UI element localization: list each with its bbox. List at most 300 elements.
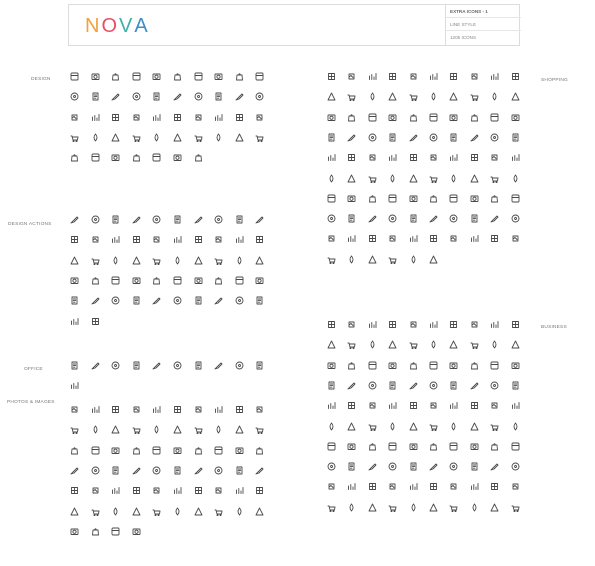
shopping-icon xyxy=(368,255,377,264)
business-icon xyxy=(470,320,479,329)
shopping-icon xyxy=(429,72,438,81)
business-icon xyxy=(347,482,356,491)
business-icon xyxy=(327,381,336,390)
photos-icon xyxy=(194,425,203,434)
business-icon xyxy=(449,442,458,451)
shopping-icon xyxy=(388,234,397,243)
shopping-icon xyxy=(511,194,520,203)
shopping-icon xyxy=(409,113,418,122)
design-actions-icon xyxy=(132,215,141,224)
shopping-icon xyxy=(409,174,418,183)
business-icon xyxy=(327,503,336,512)
shopping-icon xyxy=(429,133,438,142)
business-icon xyxy=(429,340,438,349)
business-icon xyxy=(327,340,336,349)
category-label-office: OFFICE xyxy=(24,367,43,372)
business-icon xyxy=(511,462,520,471)
design-actions-icon xyxy=(70,235,79,244)
shopping-icon xyxy=(347,255,356,264)
business-icon xyxy=(511,503,520,512)
business-icon xyxy=(470,401,479,410)
business-icon xyxy=(327,422,336,431)
category-label-photos: PHOTOS & IMAGES xyxy=(7,400,55,405)
design-actions-icon xyxy=(173,296,182,305)
design-actions-icon xyxy=(70,296,79,305)
shopping-icon xyxy=(409,72,418,81)
photos-icon xyxy=(235,446,244,455)
design-actions-icon xyxy=(255,235,264,244)
business-icon xyxy=(449,381,458,390)
photos-icon xyxy=(91,446,100,455)
shopping-icon xyxy=(470,153,479,162)
design-icon xyxy=(111,113,120,122)
business-icon xyxy=(511,442,520,451)
shopping-icon xyxy=(368,153,377,162)
photos-icon xyxy=(132,527,141,536)
business-icon xyxy=(347,442,356,451)
photos-icon xyxy=(132,425,141,434)
meta-count: 1205 ICONS xyxy=(450,35,477,40)
business-icon xyxy=(409,340,418,349)
office-icon xyxy=(111,361,120,370)
shopping-icon xyxy=(409,153,418,162)
design-icon xyxy=(70,133,79,142)
photos-icon xyxy=(152,425,161,434)
business-icon xyxy=(470,422,479,431)
shopping-icon xyxy=(449,133,458,142)
design-actions-icon xyxy=(235,256,244,265)
shopping-icon xyxy=(388,92,397,101)
business-icon xyxy=(449,462,458,471)
business-icon xyxy=(347,422,356,431)
photos-icon xyxy=(255,405,264,414)
design-icon xyxy=(194,72,203,81)
shopping-icon xyxy=(347,153,356,162)
design-actions-icon xyxy=(91,256,100,265)
business-icon xyxy=(388,381,397,390)
shopping-icon xyxy=(347,174,356,183)
design-icon xyxy=(70,153,79,162)
design-icon xyxy=(173,92,182,101)
business-icon xyxy=(388,422,397,431)
shopping-icon xyxy=(490,133,499,142)
design-actions-icon xyxy=(235,276,244,285)
logo-letter-a: A xyxy=(134,15,149,37)
logo-letter-v: V xyxy=(119,15,134,37)
business-icon xyxy=(490,422,499,431)
office-icon xyxy=(91,361,100,370)
design-icon xyxy=(152,72,161,81)
design-actions-icon xyxy=(173,256,182,265)
business-icon xyxy=(327,442,336,451)
business-icon xyxy=(429,361,438,370)
photos-icon xyxy=(214,507,223,516)
design-actions-icon xyxy=(70,276,79,285)
shopping-icon xyxy=(327,174,336,183)
design-icon xyxy=(214,113,223,122)
shopping-icon xyxy=(388,174,397,183)
business-icon xyxy=(388,442,397,451)
design-icon xyxy=(194,133,203,142)
business-icon xyxy=(490,442,499,451)
photos-icon xyxy=(70,527,79,536)
shopping-icon xyxy=(511,72,520,81)
shopping-icon xyxy=(490,194,499,203)
business-icon xyxy=(490,320,499,329)
photos-icon xyxy=(235,466,244,475)
business-icon xyxy=(368,361,377,370)
photos-icon xyxy=(91,425,100,434)
meta-info xyxy=(445,5,521,45)
design-icon xyxy=(152,153,161,162)
business-icon xyxy=(409,422,418,431)
design-icon xyxy=(235,113,244,122)
business-icon xyxy=(511,482,520,491)
design-actions-icon xyxy=(152,235,161,244)
design-actions-icon xyxy=(111,215,120,224)
shopping-icon xyxy=(347,133,356,142)
shopping-icon xyxy=(409,214,418,223)
shopping-icon xyxy=(347,113,356,122)
shopping-icon xyxy=(449,174,458,183)
shopping-icon xyxy=(327,234,336,243)
design-icon xyxy=(235,72,244,81)
shopping-icon xyxy=(368,214,377,223)
business-icon xyxy=(388,503,397,512)
business-icon xyxy=(511,401,520,410)
photos-icon xyxy=(255,466,264,475)
shopping-icon xyxy=(511,92,520,101)
design-icon xyxy=(70,92,79,101)
photos-icon xyxy=(152,486,161,495)
business-icon xyxy=(409,503,418,512)
photos-icon xyxy=(214,405,223,414)
design-icon xyxy=(70,113,79,122)
design-actions-icon xyxy=(194,235,203,244)
shopping-icon xyxy=(449,113,458,122)
photos-icon xyxy=(70,425,79,434)
design-actions-icon xyxy=(111,256,120,265)
design-actions-icon xyxy=(132,276,141,285)
design-icon xyxy=(132,153,141,162)
shopping-icon xyxy=(368,72,377,81)
design-icon xyxy=(194,113,203,122)
business-icon xyxy=(470,462,479,471)
shopping-icon xyxy=(490,72,499,81)
business-icon xyxy=(327,401,336,410)
business-icon xyxy=(347,401,356,410)
design-actions-icon xyxy=(194,215,203,224)
business-icon xyxy=(449,320,458,329)
shopping-icon xyxy=(429,92,438,101)
business-icon xyxy=(347,340,356,349)
business-icon xyxy=(347,320,356,329)
shopping-icon xyxy=(449,72,458,81)
shopping-icon xyxy=(490,92,499,101)
design-icon xyxy=(91,133,100,142)
design-actions-icon xyxy=(152,276,161,285)
shopping-icon xyxy=(409,234,418,243)
shopping-icon xyxy=(470,214,479,223)
photos-icon xyxy=(214,446,223,455)
photos-icon xyxy=(91,466,100,475)
photos-icon xyxy=(111,466,120,475)
photos-icon xyxy=(132,405,141,414)
shopping-icon xyxy=(449,153,458,162)
business-icon xyxy=(449,361,458,370)
photos-icon xyxy=(91,405,100,414)
design-icon xyxy=(214,133,223,142)
shopping-icon xyxy=(449,234,458,243)
design-actions-icon xyxy=(132,235,141,244)
nova-logo xyxy=(85,16,149,36)
photos-icon xyxy=(214,466,223,475)
design-icon xyxy=(70,72,79,81)
business-icon xyxy=(368,462,377,471)
shopping-icon xyxy=(511,153,520,162)
design-actions-icon xyxy=(173,276,182,285)
photos-icon xyxy=(255,425,264,434)
shopping-icon xyxy=(327,133,336,142)
meta-title: EXTRA ICONS - 1 xyxy=(446,5,521,18)
shopping-icon xyxy=(429,255,438,264)
office-icon xyxy=(194,361,203,370)
shopping-icon xyxy=(470,92,479,101)
business-icon xyxy=(409,442,418,451)
photos-icon xyxy=(152,446,161,455)
category-label-business: BUSINESS xyxy=(541,325,567,330)
photos-icon xyxy=(194,507,203,516)
shopping-icon xyxy=(490,153,499,162)
business-icon xyxy=(347,381,356,390)
photos-icon xyxy=(70,446,79,455)
shopping-icon xyxy=(429,153,438,162)
business-icon xyxy=(429,503,438,512)
photos-icon xyxy=(235,507,244,516)
shopping-icon xyxy=(388,214,397,223)
design-icon xyxy=(91,72,100,81)
photos-icon xyxy=(194,486,203,495)
business-icon xyxy=(429,320,438,329)
shopping-icon xyxy=(327,255,336,264)
shopping-icon xyxy=(511,174,520,183)
business-icon xyxy=(490,381,499,390)
photos-icon xyxy=(235,405,244,414)
design-icon xyxy=(214,72,223,81)
business-icon xyxy=(368,340,377,349)
business-icon xyxy=(409,401,418,410)
business-icon xyxy=(409,361,418,370)
photos-icon xyxy=(70,507,79,516)
design-actions-icon xyxy=(70,317,79,326)
business-icon xyxy=(470,442,479,451)
shopping-icon xyxy=(490,234,499,243)
business-icon xyxy=(347,503,356,512)
business-icon xyxy=(429,401,438,410)
shopping-icon xyxy=(409,194,418,203)
business-icon xyxy=(490,361,499,370)
business-icon xyxy=(388,361,397,370)
photos-icon xyxy=(214,425,223,434)
photos-icon xyxy=(173,507,182,516)
business-icon xyxy=(429,381,438,390)
design-actions-icon xyxy=(91,215,100,224)
business-icon xyxy=(388,462,397,471)
design-actions-icon xyxy=(91,317,100,326)
design-icon xyxy=(235,92,244,101)
photos-icon xyxy=(132,486,141,495)
design-actions-icon xyxy=(111,235,120,244)
photos-icon xyxy=(235,486,244,495)
design-icon xyxy=(173,72,182,81)
photos-icon xyxy=(173,486,182,495)
design-actions-icon xyxy=(255,296,264,305)
business-icon xyxy=(368,320,377,329)
office-icon xyxy=(235,361,244,370)
design-actions-icon xyxy=(111,276,120,285)
category-label-design-actions: DESIGN ACTIONS xyxy=(8,222,52,227)
shopping-icon xyxy=(470,113,479,122)
shopping-icon xyxy=(470,194,479,203)
shopping-icon xyxy=(368,234,377,243)
business-icon xyxy=(470,482,479,491)
business-icon xyxy=(511,320,520,329)
shopping-icon xyxy=(327,113,336,122)
office-icon xyxy=(70,361,79,370)
design-icon xyxy=(255,92,264,101)
shopping-icon xyxy=(347,92,356,101)
business-icon xyxy=(409,381,418,390)
business-icon xyxy=(429,422,438,431)
shopping-icon xyxy=(368,174,377,183)
business-icon xyxy=(470,340,479,349)
design-actions-icon xyxy=(70,215,79,224)
design-icon xyxy=(255,113,264,122)
design-icon xyxy=(173,133,182,142)
shopping-icon xyxy=(490,174,499,183)
shopping-icon xyxy=(429,214,438,223)
business-icon xyxy=(327,320,336,329)
office-icon xyxy=(70,381,79,390)
design-icon xyxy=(111,92,120,101)
shopping-icon xyxy=(490,214,499,223)
business-icon xyxy=(388,340,397,349)
photos-icon xyxy=(173,405,182,414)
business-icon xyxy=(490,482,499,491)
business-icon xyxy=(470,361,479,370)
shopping-icon xyxy=(429,113,438,122)
shopping-icon xyxy=(388,72,397,81)
shopping-icon xyxy=(327,153,336,162)
design-actions-icon xyxy=(91,296,100,305)
design-actions-icon xyxy=(111,296,120,305)
photos-icon xyxy=(132,507,141,516)
design-icon xyxy=(173,113,182,122)
meta-style: LINE STYLE xyxy=(446,18,521,31)
shopping-icon xyxy=(429,194,438,203)
design-icon xyxy=(152,113,161,122)
shopping-icon xyxy=(327,72,336,81)
design-actions-icon xyxy=(214,215,223,224)
category-label-shopping: SHOPPING xyxy=(541,78,568,83)
shopping-icon xyxy=(470,234,479,243)
design-icon xyxy=(111,133,120,142)
office-icon xyxy=(255,361,264,370)
business-icon xyxy=(327,361,336,370)
design-icon xyxy=(132,113,141,122)
shopping-icon xyxy=(511,133,520,142)
office-icon xyxy=(132,361,141,370)
shopping-icon xyxy=(368,133,377,142)
shopping-icon xyxy=(347,214,356,223)
shopping-icon xyxy=(388,153,397,162)
shopping-icon xyxy=(490,113,499,122)
photos-icon xyxy=(111,507,120,516)
design-icon xyxy=(214,92,223,101)
shopping-icon xyxy=(449,194,458,203)
shopping-icon xyxy=(429,174,438,183)
business-icon xyxy=(388,320,397,329)
design-actions-icon xyxy=(255,256,264,265)
design-icon xyxy=(132,72,141,81)
photos-icon xyxy=(152,405,161,414)
photos-icon xyxy=(111,527,120,536)
design-icon xyxy=(152,92,161,101)
business-icon xyxy=(490,462,499,471)
photos-icon xyxy=(194,446,203,455)
shopping-icon xyxy=(470,72,479,81)
business-icon xyxy=(368,482,377,491)
header-panel xyxy=(68,4,520,46)
photos-icon xyxy=(91,507,100,516)
business-icon xyxy=(449,340,458,349)
business-icon xyxy=(347,361,356,370)
design-icon xyxy=(194,153,203,162)
shopping-icon xyxy=(511,113,520,122)
business-icon xyxy=(470,381,479,390)
business-icon xyxy=(429,462,438,471)
design-actions-icon xyxy=(255,215,264,224)
shopping-icon xyxy=(327,92,336,101)
design-icon xyxy=(132,133,141,142)
photos-icon xyxy=(152,466,161,475)
photos-icon xyxy=(255,486,264,495)
shopping-icon xyxy=(347,194,356,203)
office-icon xyxy=(152,361,161,370)
office-icon xyxy=(173,361,182,370)
design-icon xyxy=(132,92,141,101)
design-actions-icon xyxy=(235,235,244,244)
design-icon xyxy=(235,133,244,142)
design-actions-icon xyxy=(91,276,100,285)
design-icon xyxy=(152,133,161,142)
business-icon xyxy=(490,340,499,349)
photos-icon xyxy=(255,507,264,516)
design-actions-icon xyxy=(214,276,223,285)
business-icon xyxy=(449,482,458,491)
business-icon xyxy=(449,401,458,410)
design-icon xyxy=(255,133,264,142)
shopping-icon xyxy=(429,234,438,243)
photos-icon xyxy=(173,425,182,434)
shopping-icon xyxy=(511,234,520,243)
design-icon xyxy=(111,72,120,81)
photos-icon xyxy=(70,466,79,475)
office-icon xyxy=(214,361,223,370)
design-actions-icon xyxy=(194,256,203,265)
photos-icon xyxy=(70,405,79,414)
design-actions-icon xyxy=(152,296,161,305)
